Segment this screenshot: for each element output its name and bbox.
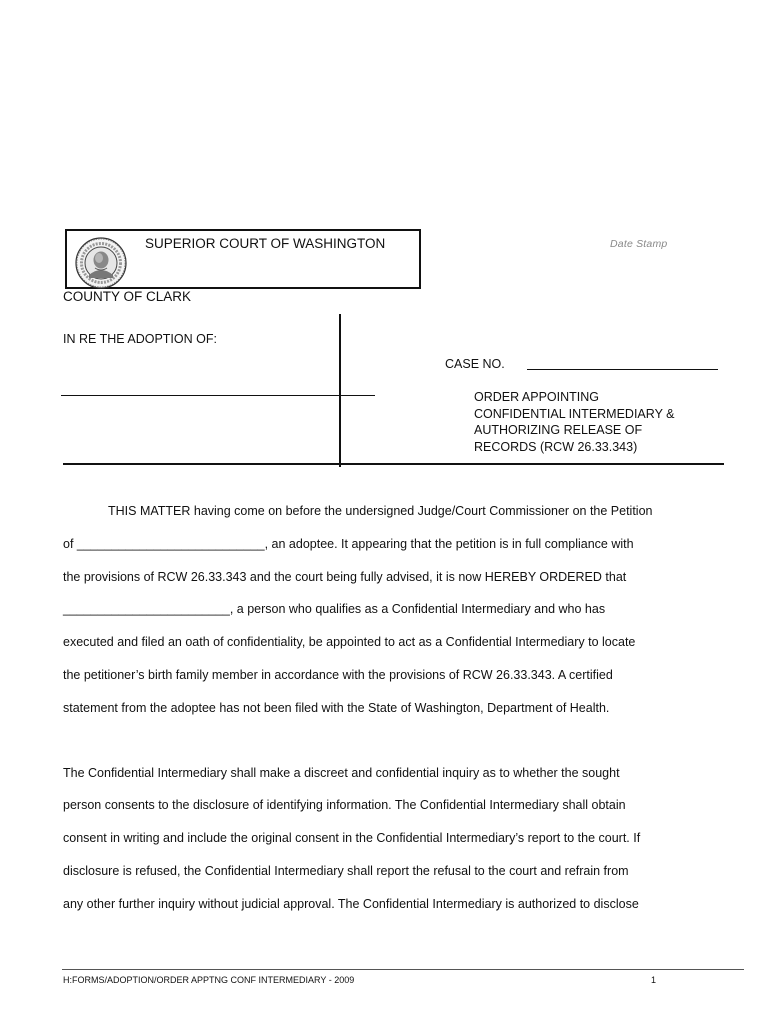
order-title-line: ORDER APPOINTING [474, 390, 600, 404]
state-seal-icon [75, 237, 127, 289]
caption-divider [339, 314, 341, 467]
case-no-label: CASE NO. [445, 357, 505, 371]
page-number: 1 [651, 975, 657, 985]
caption-rule [63, 463, 724, 465]
court-header-box [65, 229, 421, 289]
body-line: ________________________, a person who qualifies as a Confidential Intermediary and who has [63, 602, 606, 616]
body-line: executed and filed an oath of confidentiality, be appointed to act as a Confidential Intermediary to locate [63, 635, 636, 649]
court-name: SUPERIOR COURT OF WASHINGTON [145, 236, 386, 251]
body-line: of ___________________________, an adoptee. It appearing that the petition is in full compliance with [63, 537, 634, 551]
body-line: consent in writing and include the original consent in the Confidential Intermediary’s report to the court. If [63, 831, 641, 845]
county-label: COUNTY OF CLARK [63, 289, 192, 304]
case-no-line [527, 369, 718, 370]
in-re-label: IN RE THE ADOPTION OF: [63, 332, 217, 346]
body-line: THIS MATTER having come on before the undersigned Judge/Court Commissioner on the Petition [108, 504, 653, 518]
footer-rule [62, 969, 744, 970]
body-line: the provisions of RCW 26.33.343 and the court being fully advised, it is now HEREBY ORDERED that [63, 570, 627, 584]
body-line: any other further inquiry without judicial approval. The Confidential Intermediary is authorized to disclose [63, 897, 639, 911]
adoptee-name-line [61, 395, 375, 396]
order-title-line: CONFIDENTIAL INTERMEDIARY & [474, 406, 675, 421]
body-line: statement from the adoptee has not been filed with the State of Washington, Department of Health. [63, 701, 610, 715]
body-line: disclosure is refused, the Confidential Intermediary shall report the refusal to the court and refrain from [63, 864, 629, 878]
order-title [474, 389, 675, 455]
body-line: The Confidential Intermediary shall make a discreet and confidential inquiry as to whether the sought [63, 766, 620, 780]
order-title-line: RECORDS (RCW 26.33.343) [474, 439, 638, 454]
order-title-line: AUTHORIZING RELEASE OF [474, 423, 643, 437]
date-stamp-label: Date Stamp [610, 238, 668, 250]
body-line: the petitioner’s birth family member in accordance with the provisions of RCW 26.33.343. A certified [63, 668, 613, 682]
body-line: person consents to the disclosure of identifying information. The Confidential Intermediary shall obtain [63, 798, 626, 812]
footer-file-path: H:FORMS/ADOPTION/ORDER APPTNG CONF INTERMEDIARY - 2009 [63, 975, 355, 985]
